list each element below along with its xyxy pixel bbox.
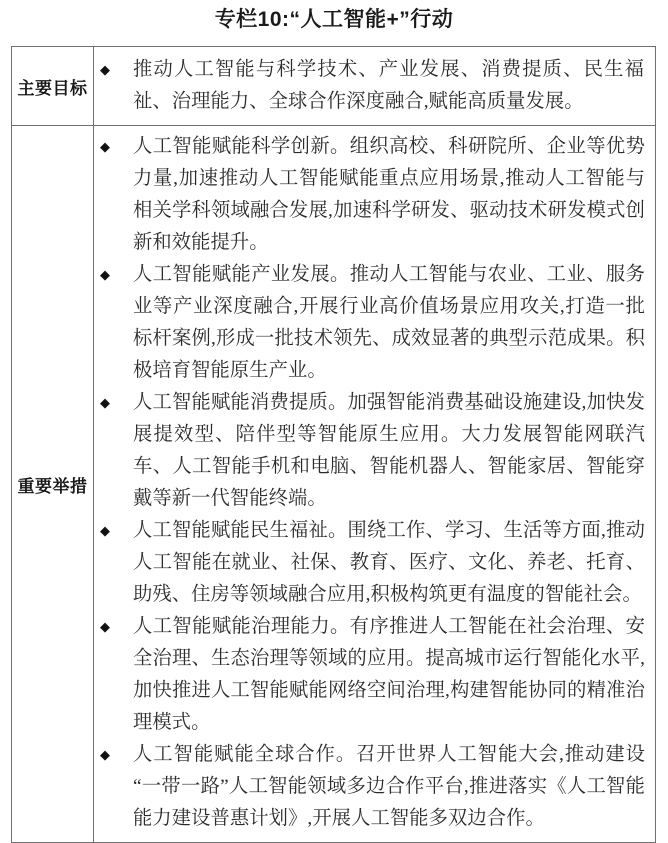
row-content-key-measures	[94, 126, 656, 843]
table-body	[12, 47, 656, 843]
diamond-bullet-icon: ◆	[100, 747, 111, 762]
diamond-bullet-icon: ◆	[100, 523, 111, 538]
list-item	[94, 387, 647, 515]
policy-table	[11, 46, 656, 843]
bullet-list-main-goals	[94, 47, 655, 125]
list-item	[94, 131, 647, 259]
bullet-list-key-measures	[94, 126, 655, 842]
diamond-bullet-icon: ◆	[100, 139, 111, 154]
list-item	[94, 739, 647, 835]
diamond-bullet-icon: ◆	[100, 62, 111, 77]
page-title: 专栏10:“人工智能+”行动	[214, 8, 454, 31]
diamond-bullet-icon: ◆	[100, 395, 111, 410]
list-item-text: 人工智能赋能民生福祉。围绕工作、学习、生活等方面,推动人工智能在就业、社保、教育、医疗、文化、养老、托育、助残、住房等领域融合应用,积极构筑更有温度的智能社会。	[133, 520, 645, 605]
row-label-main-goals: 主要目标	[12, 47, 94, 126]
diamond-bullet-icon: ◆	[100, 267, 111, 282]
list-item-text: 人工智能赋能科学创新。组织高校、科研院所、企业等优势力量,加速推动人工智能赋能重点应用场景,推动人工智能与相关学科领域融合发展,加速科学研发、驱动技术研发模式创新和效能提升。	[133, 136, 645, 253]
row-label-key-measures: 重要举措	[12, 126, 94, 843]
list-item	[94, 515, 647, 611]
list-item	[94, 611, 647, 739]
diamond-bullet-icon: ◆	[100, 619, 111, 634]
list-item-text: 人工智能赋能全球合作。召开世界人工智能大会,推动建设“一带一路”人工智能领域多边合作平台,推进落实《人工智能能力建设普惠计划》,开展人工智能多双边合作。	[133, 744, 645, 829]
list-item-text: 人工智能赋能治理能力。有序推进人工智能在社会治理、安全治理、生态治理等领域的应用。提高城市运行智能化水平,加快推进人工智能赋能网络空间治理,构建智能协同的精准治理模式。	[133, 616, 645, 733]
table-row-main-goals	[12, 47, 656, 126]
list-item	[94, 259, 647, 387]
list-item-text: 推动人工智能与科学技术、产业发展、消费提质、民生福祉、治理能力、全球合作深度融合,赋能高质量发展。	[133, 59, 644, 112]
table-row-key-measures	[12, 126, 656, 843]
list-item-text: 人工智能赋能产业发展。推动人工智能与农业、工业、服务业等产业深度融合,开展行业高价值场景应用攻关,打造一批标杆案例,形成一批技术领先、成效显著的典型示范成果。积极培育智能原生产业。	[133, 264, 645, 381]
row-content-main-goals	[94, 47, 656, 126]
list-item	[94, 54, 647, 118]
list-item-text: 人工智能赋能消费提质。加强智能消费基础设施建设,加快发展提效型、陪伴型等智能原生应用。大力发展智能网联汽车、人工智能手机和电脑、智能机器人、智能家居、智能穿戴等新一代智能终端。	[133, 392, 645, 509]
